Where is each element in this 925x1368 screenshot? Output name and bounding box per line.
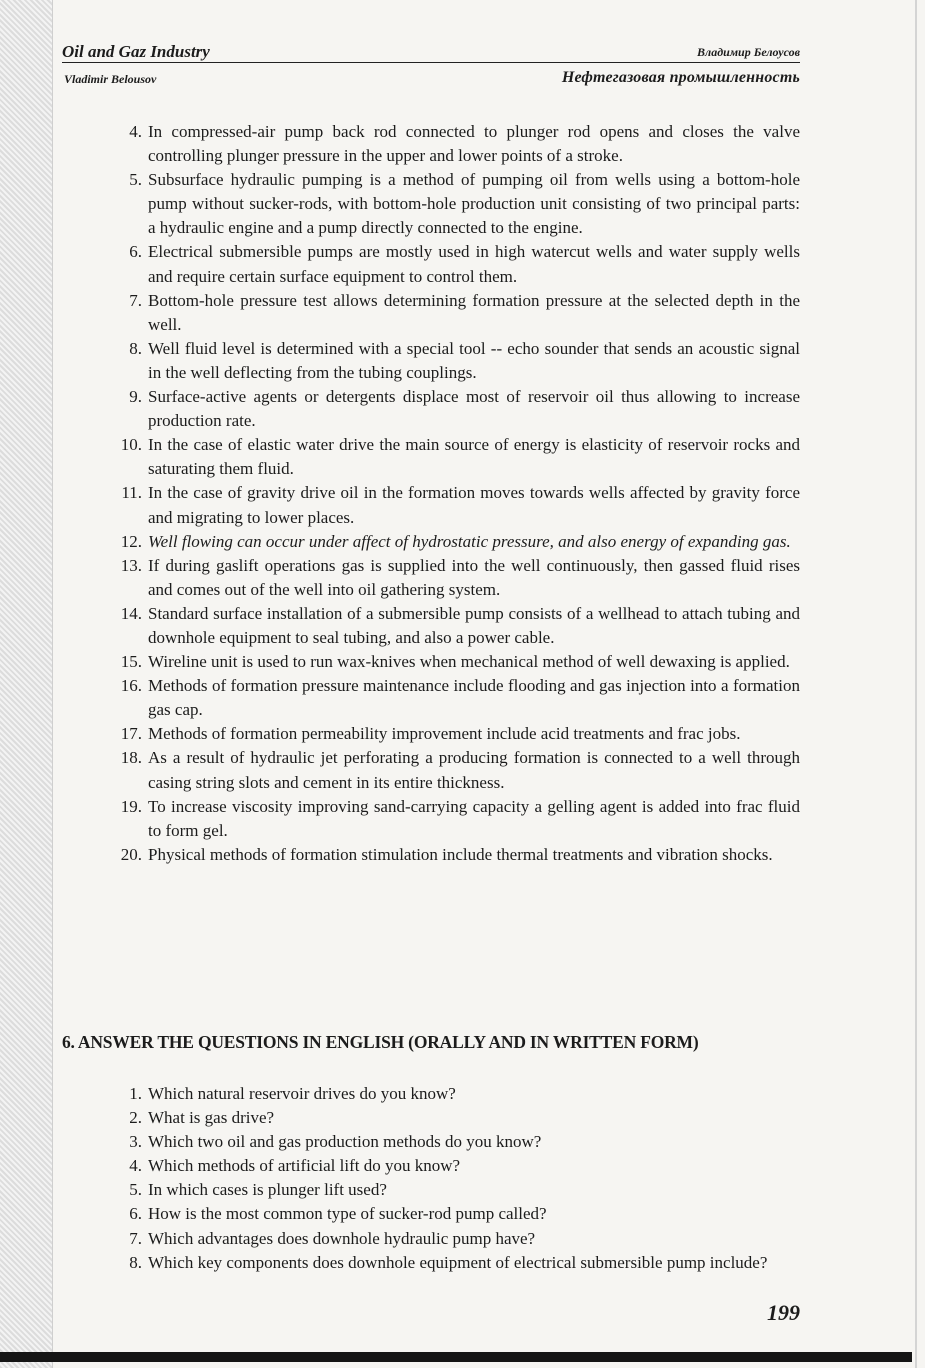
item-number: 15. xyxy=(120,652,142,672)
item-number: 6. xyxy=(129,1204,142,1224)
list-item xyxy=(62,1106,800,1130)
header-subtitle-right: Нефтегазовая промышленность xyxy=(561,69,800,86)
item-text: Electrical submersible pumps are mostly used in high watercut wells and water supply wells and require certain surface equipment to control them. xyxy=(148,242,800,286)
list-item xyxy=(62,602,800,650)
item-number: 13. xyxy=(120,555,142,575)
item-number: 8. xyxy=(129,1252,142,1272)
list-item xyxy=(62,795,800,843)
item-number: 20. xyxy=(120,844,142,864)
running-header xyxy=(62,28,800,63)
item-text: Bottom-hole pressure test allows determining formation pressure at the selected depth in the well. xyxy=(148,290,800,334)
item-number: 9. xyxy=(129,387,142,407)
item-text: Surface-active agents or detergents displace most of reservoir oil thus allowing to increase production rate. xyxy=(148,387,800,431)
item-text: Wireline unit is used to run wax-knives when mechanical method of well dewaxing is applied. xyxy=(148,652,790,672)
header-title-right: Владимир Белоусов xyxy=(697,45,800,59)
running-subheader xyxy=(62,63,800,87)
item-text: Well fluid level is determined with a special tool -- echo sounder that sends an acoustic signal in the well deflecting from the tubing couplings. xyxy=(148,338,800,382)
item-text: Which two oil and gas production methods do you know? xyxy=(148,1132,542,1152)
item-text: In the case of elastic water drive the main source of energy is elasticity of reservoir rocks and saturating them fluid. xyxy=(148,435,800,479)
list-item xyxy=(62,120,800,168)
list-item xyxy=(62,1154,800,1178)
list-item xyxy=(62,746,800,794)
item-number: 5. xyxy=(129,1180,142,1200)
page-number: 199 xyxy=(767,1300,800,1325)
scan-bottom-bar xyxy=(0,1352,912,1362)
item-number: 17. xyxy=(120,724,142,744)
header-title-left: Oil and Gaz Industry xyxy=(62,42,210,61)
item-number: 6. xyxy=(129,242,142,262)
list-item xyxy=(62,433,800,481)
item-text: Physical methods of formation stimulation include thermal treatments and vibration shocks. xyxy=(148,844,773,864)
list-item xyxy=(62,481,800,529)
item-number: 11. xyxy=(121,483,142,503)
item-text: In the case of gravity drive oil in the formation moves towards wells affected by gravity force and migrating to lower places. xyxy=(148,483,800,527)
list-item xyxy=(62,289,800,337)
list-item xyxy=(62,385,800,433)
questions-list xyxy=(62,1082,800,1275)
item-text: How is the most common type of sucker-rod pump called? xyxy=(148,1204,547,1224)
statements-list xyxy=(62,120,800,867)
item-number: 7. xyxy=(129,1228,142,1248)
list-item xyxy=(62,337,800,385)
scan-edge xyxy=(0,0,53,1368)
header-author-left: Vladimir Belousov xyxy=(64,72,157,86)
list-item xyxy=(62,674,800,722)
list-item xyxy=(62,1202,800,1226)
item-number: 2. xyxy=(129,1108,142,1128)
item-number: 5. xyxy=(129,170,142,190)
item-number: 8. xyxy=(129,338,142,358)
item-number: 4. xyxy=(129,1156,142,1176)
item-number: 7. xyxy=(129,290,142,310)
list-item xyxy=(62,650,800,674)
item-text: Which key components does downhole equipment of electrical submersible pump include? xyxy=(148,1252,768,1272)
list-item xyxy=(62,1082,800,1106)
item-text: In which cases is plunger lift used? xyxy=(148,1180,387,1200)
item-number: 4. xyxy=(129,122,142,141)
list-item xyxy=(62,240,800,288)
item-number: 3. xyxy=(129,1132,142,1152)
item-text: To increase viscosity improving sand-carrying capacity a gelling agent is added into frac fluid to form gel. xyxy=(148,796,800,840)
item-text: Standard surface installation of a submersible pump consists of a wellhead to attach tubing and downhole equipment to seal tubing, and also a power cable. xyxy=(148,603,800,647)
list-item xyxy=(62,1130,800,1154)
list-item xyxy=(62,554,800,602)
item-number: 16. xyxy=(120,676,142,696)
list-item xyxy=(62,843,800,867)
page xyxy=(62,28,800,1325)
item-text: Which methods of artificial lift do you know? xyxy=(148,1156,461,1176)
item-text: Which natural reservoir drives do you know? xyxy=(148,1084,456,1103)
list-item xyxy=(62,722,800,746)
list-item xyxy=(62,1178,800,1202)
list-item xyxy=(62,168,800,240)
item-text: If during gaslift operations gas is supplied into the well continuously, then gassed fluid rises and comes out of the well into oil gathering system. xyxy=(148,555,800,599)
item-number: 18. xyxy=(120,748,142,768)
item-text: In compressed-air pump back rod connected to plunger rod opens and closes the valve controlling plunger pressure in the upper and lower points of a stroke. xyxy=(148,122,800,166)
item-number: 14. xyxy=(120,603,142,623)
item-number: 19. xyxy=(120,796,142,816)
list-item xyxy=(62,1251,800,1275)
scan-right-edge xyxy=(915,0,917,1368)
section-heading: 6. ANSWER THE QUESTIONS IN ENGLISH (ORALLY AND IN WRITTEN FORM) xyxy=(62,1032,699,1052)
list-item xyxy=(62,530,800,554)
list-item xyxy=(62,1227,800,1251)
item-text: As a result of hydraulic jet perforating a producing formation is connected to a well through casing string slots and cement in its entire thickness. xyxy=(148,748,800,792)
item-text: Methods of formation permeability improvement include acid treatments and frac jobs. xyxy=(148,724,741,744)
item-text: Methods of formation pressure maintenance include flooding and gas injection into a formation gas cap. xyxy=(148,676,800,720)
item-number: 1. xyxy=(129,1084,142,1103)
item-number: 12. xyxy=(120,531,142,551)
item-number: 10. xyxy=(120,435,142,455)
item-text: What is gas drive? xyxy=(148,1108,275,1128)
item-text: Which advantages does downhole hydraulic pump have? xyxy=(148,1228,536,1248)
item-text: Subsurface hydraulic pumping is a method of pumping oil from wells using a bottom-hole pump without sucker-rods, with bottom-hole production unit consisting of two principal parts: a hydraulic engine and a pump directly connected to the engine. xyxy=(148,170,800,238)
item-text: Well flowing can occur under affect of hydrostatic pressure, and also energy of expanding gas. xyxy=(148,531,791,551)
